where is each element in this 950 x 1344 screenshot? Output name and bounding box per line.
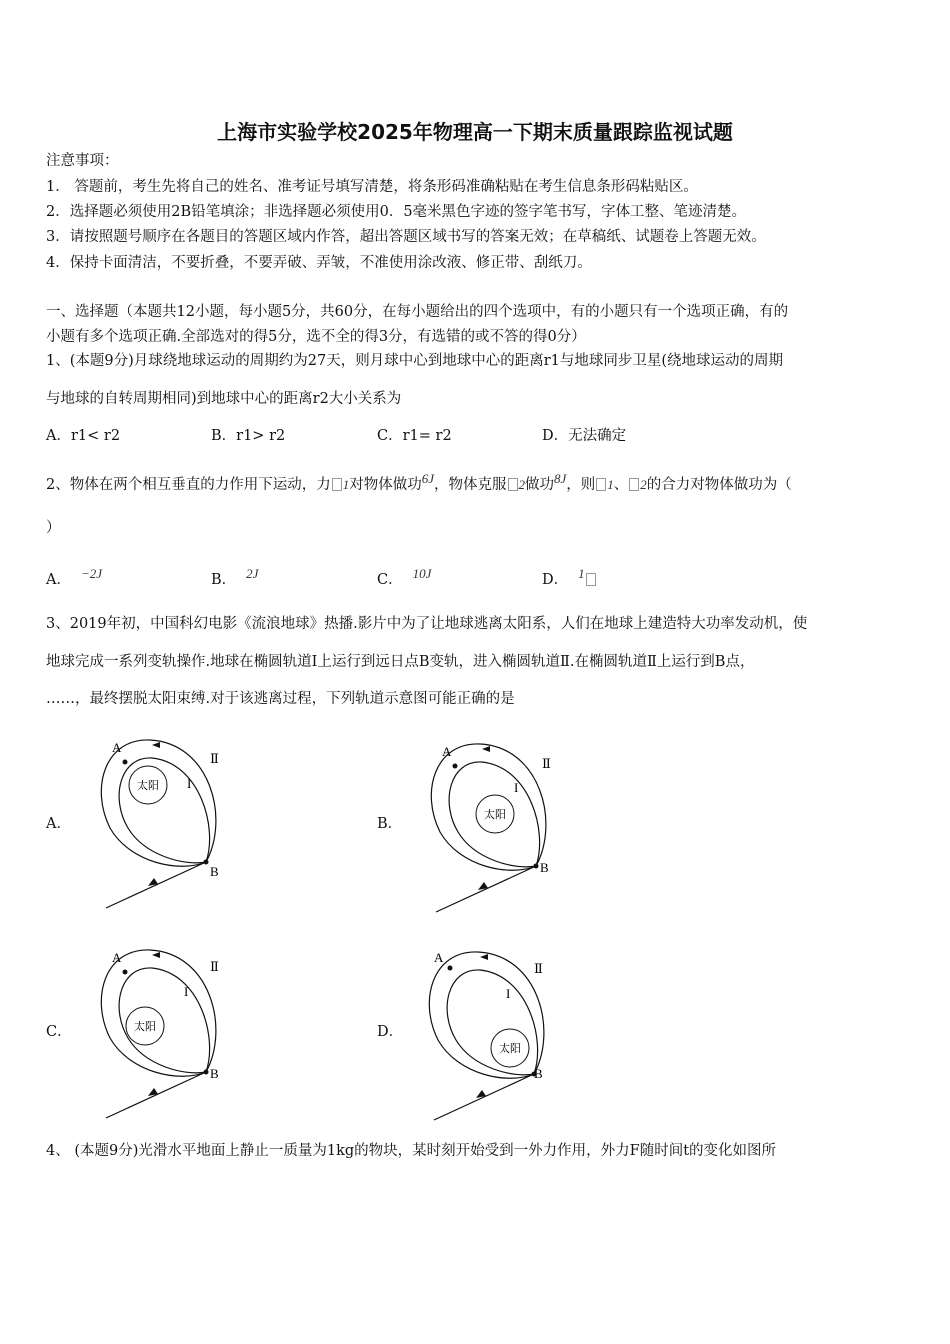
notice-item: 3．请按照题号顺序在各题目的答题区域内作答，超出答题区域书写的答案无效；在草稿纸、试题卷上答题无效。 [46, 229, 766, 245]
q3-stem: ……，最终摆脱太阳束缚.对于该逃离过程，下列轨道示意图可能正确的是 [46, 691, 515, 707]
orbit-2-label: Ⅱ [534, 961, 543, 976]
q4-stem: 4、 (本题9分)光滑水平地面上静止一质量为1kg的物块，某时刻开始受到一外力作用，外力F随时间t的变化如图所 [46, 1143, 777, 1159]
q2-option-c: C． $^{10J}$ [377, 566, 432, 588]
point-a-label: A [112, 740, 122, 755]
orbit-1-label: I [184, 984, 189, 999]
notice-item: 4．保持卡面清洁，不要折叠，不要弄破、弄皱，不准使用涂改液、修正带、刮纸刀。 [46, 255, 592, 271]
q3-stem: 3、2019年初，中国科幻电影《流浪地球》热播.影片中为了让地球逃离太阳系，人们在地球上建造特大功率发动机，使 [46, 616, 808, 632]
notice-item: 2．选择题必须使用2B铅笔填涂；非选择题必须使用0．5毫米黑色字迹的签字笔书写，字体工整、笔迹清楚。 [46, 204, 747, 220]
q2-stem: 2、物体在两个相互垂直的力作用下运动，力 1对物体做功$^{6J}$，物体克服 2做功$^{8J}$，则 1、 2的合力对物体做功为（ [46, 471, 792, 493]
missing-glyph-icon [629, 478, 639, 491]
section-header: 小题有多个选项正确.全部选对的得5分，选不全的得3分，有选错的或不答的得0分） [46, 329, 586, 345]
q3-stem: 地球完成一系列变轨操作.地球在椭圆轨道Ⅰ上运行到远日点B变轨，进入椭圆轨道Ⅱ.在椭圆轨道Ⅱ上运行到B点， [46, 654, 755, 670]
missing-glyph-icon [596, 478, 606, 491]
sun-label: 太阳 [499, 1043, 521, 1055]
sun-label: 太阳 [137, 780, 159, 792]
sun-label: 太阳 [484, 809, 506, 821]
q3-option-a: A． [46, 816, 71, 832]
q3-option-b: B． [377, 816, 403, 832]
missing-glyph-icon [508, 478, 518, 491]
q1-option-c: C．r1= r2 [377, 428, 452, 444]
orbit-2-label: Ⅱ [210, 959, 219, 974]
q3-option-c: C． [46, 1024, 72, 1040]
missing-glyph-icon [586, 573, 596, 586]
point-b-label: B [210, 864, 219, 879]
q1-stem: 1、(本题9分)月球绕地球运动的周期约为27天，则月球中心到地球中心的距离r1与地球同步卫星(绕地球运动的周期 [46, 353, 784, 369]
orbit-diagram-b [420, 732, 570, 917]
orbit-1-label: I [506, 986, 511, 1001]
missing-glyph-icon [332, 478, 342, 491]
q1-option-b: B．r1> r2 [211, 428, 286, 444]
orbit-1-label: I [514, 780, 519, 795]
q2-option-a: A． $^{-2J}$ [46, 566, 103, 588]
q2-option-d: D． $^1$ [542, 566, 597, 589]
point-b-label: B [540, 860, 549, 875]
point-b-label: B [210, 1066, 219, 1081]
page-title: 上海市实验学校2025年物理高一下期末质量跟踪监视试题 [217, 120, 733, 144]
point-a-label: A [434, 950, 444, 965]
q3-option-d: D． [377, 1024, 404, 1040]
q1-stem: 与地球的自转周期相同)到地球中心的距离r2大小关系为 [46, 391, 402, 407]
orbit-2-label: Ⅱ [210, 751, 219, 766]
point-a-label: A [442, 744, 452, 759]
sun-label: 太阳 [134, 1021, 156, 1033]
q2-close-paren: ） [46, 520, 61, 536]
q1-option-d: D．无法确定 [542, 428, 627, 444]
orbit-diagram-a [90, 728, 240, 913]
point-a-label: A [112, 950, 122, 965]
notice-item: 1． 答题前，考生先将自己的姓名、准考证号填写清楚，将条形码准确粘贴在考生信息条形码粘贴区。 [46, 179, 698, 195]
section-header: 一、选择题（本题共12小题，每小题5分，共60分，在每小题给出的四个选项中，有的小题只有一个选项正确，有的 [46, 304, 789, 320]
q2-option-b: B． $^{2J}$ [211, 566, 259, 588]
q1-option-a: A．r1< r2 [46, 428, 121, 444]
orbit-2-label: Ⅱ [542, 756, 551, 771]
point-b-label: B [534, 1066, 543, 1081]
orbit-diagram-d [418, 940, 568, 1125]
notice-heading: 注意事项： [46, 153, 119, 169]
orbit-1-label: I [187, 776, 192, 791]
orbit-diagram-c [90, 938, 240, 1123]
